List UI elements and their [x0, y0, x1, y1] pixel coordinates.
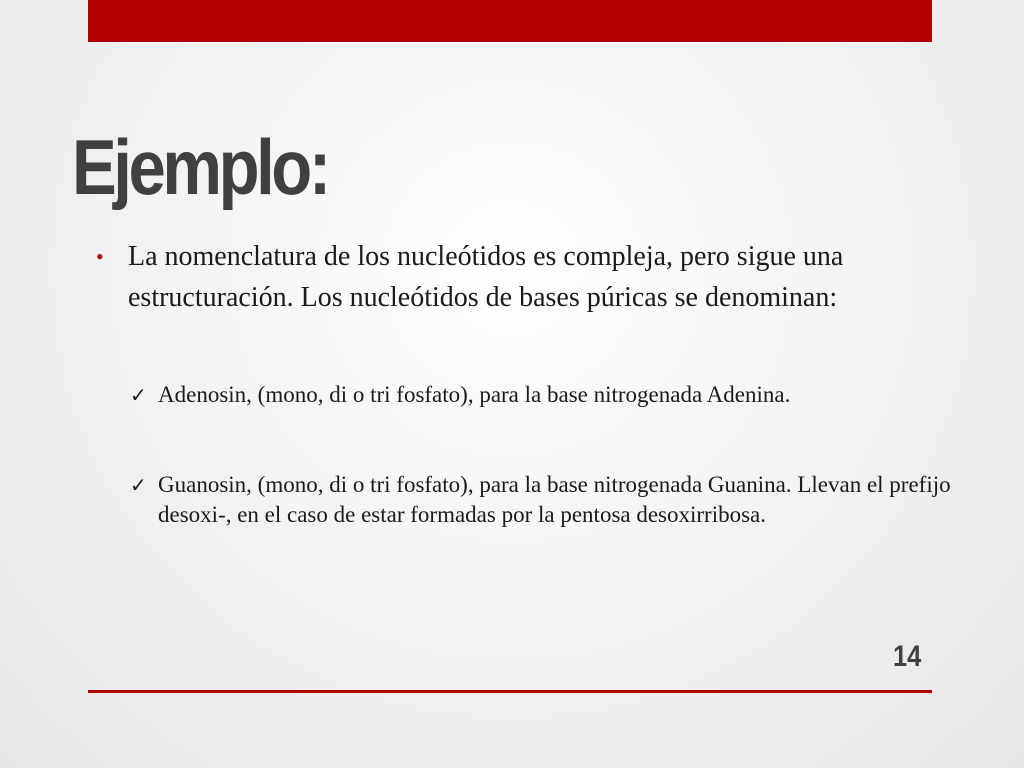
check-item-text: Adenosin, (mono, di o tri fosfato), para la base nitrogenada Adenina.	[158, 382, 791, 407]
bottom-accent-rule	[88, 690, 932, 693]
bullet-icon: •	[96, 244, 104, 269]
check-item-text: Guanosin, (mono, di o tri fosfato), para la base nitrogenada Guanina. Llevan el prefijo desoxi-, en el caso de estar formadas por la pentosa desoxirribosa.	[158, 472, 951, 527]
main-bullet-text: La nomenclatura de los nucleótidos es compleja, pero sigue una estructuración. Los nucleótidos de bases púricas se denominan:	[128, 241, 844, 313]
check-item-adenosin	[130, 380, 956, 410]
checkmark-icon: ✓	[130, 383, 147, 407]
slide-content	[96, 236, 956, 530]
slide-title: Ejemplo:	[72, 123, 328, 211]
checkmark-icon: ✓	[130, 473, 147, 497]
check-item-guanosin	[130, 470, 956, 530]
page-number: 14	[893, 640, 922, 673]
main-bullet	[96, 236, 956, 318]
top-accent-bar	[88, 0, 932, 42]
